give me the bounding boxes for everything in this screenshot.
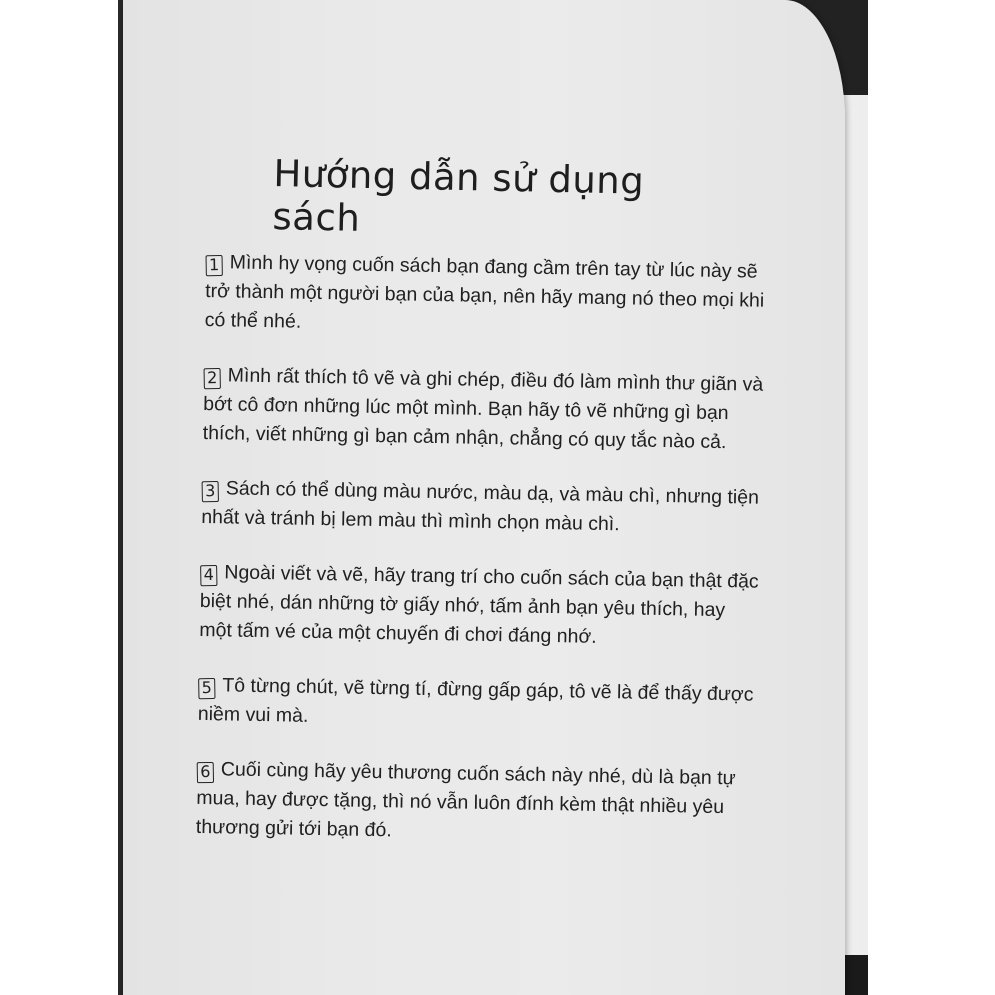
item-number-box: 3 bbox=[202, 481, 219, 502]
background-white-area bbox=[868, 0, 995, 995]
item-text: Ngoài viết và vẽ, hãy trang trí cho cuốn sách của bạn thật đặc biệt nhé, dán những tờ giấy nhớ, tấm ảnh bạn yêu thích, hay một tấm vé của một chuyến đi chơi đáng nhớ. bbox=[199, 561, 759, 648]
item-text: Mình rất thích tô vẽ và ghi chép, điều đó làm mình thư giãn và bớt cô đơn những lúc một mình. Bạn hãy tô vẽ những gì bạn thích, viết những gì bạn cảm nhận, chẳng có quy tắc nào cả. bbox=[202, 364, 764, 454]
item-number-box: 4 bbox=[200, 565, 217, 586]
list-item bbox=[204, 248, 765, 345]
list-item bbox=[201, 474, 762, 542]
item-number-box: 1 bbox=[206, 255, 223, 276]
list-item bbox=[203, 361, 764, 458]
book-page bbox=[123, 0, 845, 995]
page-title: Hướng dẫn sử dụng sách bbox=[272, 152, 645, 240]
item-text: Sách có thể dùng màu nước, màu dạ, và màu chì, nhưng tiện nhất và tránh bị lem màu thì mình chọn màu chì. bbox=[201, 477, 760, 536]
item-number-box: 2 bbox=[204, 368, 221, 389]
item-number-box: 5 bbox=[198, 678, 215, 699]
item-text: Mình hy vọng cuốn sách bạn đang cầm trên tay từ lúc này sẽ trở thành một người bạn của bạn, nên hãy mang nó theo mọi khi có thể nhé. bbox=[204, 251, 765, 333]
item-number-box: 6 bbox=[197, 762, 214, 783]
list-item bbox=[198, 671, 759, 739]
item-text: Cuối cùng hãy yêu thương cuốn sách này nhé, dù là bạn tự mua, hay được tặng, thì nó vẫn luôn đính kèm thật nhiều yêu thương gửi tới bạn đó. bbox=[195, 758, 736, 842]
item-text: Tô từng chút, vẽ từng tí, đừng gấp gáp, tô vẽ là để thấy được niềm vui mà. bbox=[197, 674, 754, 727]
list-item bbox=[199, 558, 760, 655]
instruction-list bbox=[195, 248, 766, 878]
list-item bbox=[196, 755, 757, 852]
